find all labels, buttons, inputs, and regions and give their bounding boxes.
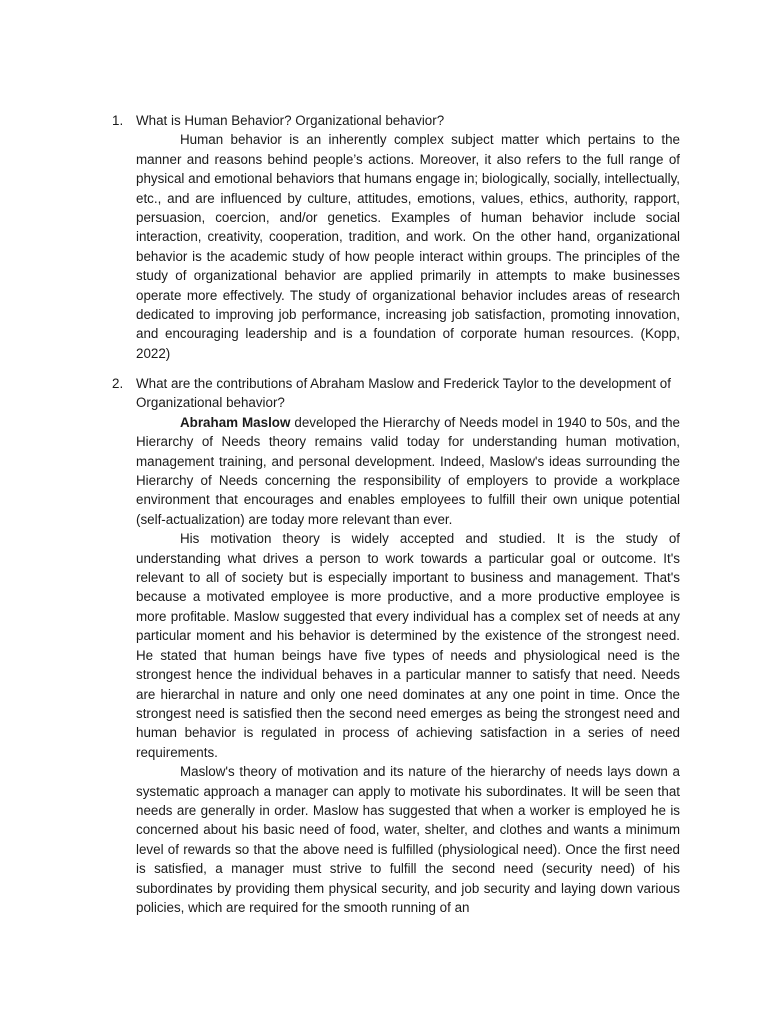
- maslow-paragraph-1: [136, 413, 680, 529]
- question-2-number: 2.: [112, 376, 124, 391]
- question-1-answer-paragraph: Human behavior is an inherently complex subject matter which pertains to the manner and reasons behind people’s actions. Moreover, it also refers to the full range of physical and emotional behaviors that humans engage in; biologically, socially, intellectually, etc., and are influenced by culture, attitudes, emotions, values, ethics, authority, rapport, persuasion, coercion, and/or genetics. Examples of human behavior include social interaction, creativity, cooperation, tradition, and work. On the other hand, organizational behavior is the academic study of how people interact within groups. The principles of the study of organizational behavior are applied primarily in attempts to make businesses operate more effectively. The study of organizational behavior includes areas of research dedicated to improving job performance, increasing job satisfaction, promoting innovation, and encouraging leadership and is a foundation of corporate human resources. (Kopp, 2022): [136, 132, 680, 361]
- maslow-paragraph-2: His motivation theory is widely accepted and studied. It is the study of understanding what drives a person to work towards a particular goal or outcome. It's relevant to all of society but is especially important to business and management. That's because a motivated employee is more productive, and a more productive employee is more profitable. Maslow suggested that every individual has a complex set of needs at any particular moment and his behavior is determined by the existence of the strongest need. He stated that human beings have five types of needs and physiological need is the strongest hence the individual behaves in a particular manner to satisfy that need. Needs are hierarchal in nature and only one need dominates at any one point in time. Once the strongest need is satisfied then the second need emerges as being the strongest need and human behavior is regulated in process of achieving satisfaction in a series of need requirements.: [136, 531, 680, 760]
- question-1-text: What is Human Behavior? Organizational behavior?: [136, 113, 445, 128]
- maslow-name-bold: Abraham Maslow: [180, 414, 291, 430]
- question-2-heading: [112, 374, 680, 413]
- question-2-text: What are the contributions of Abraham Maslow and Frederick Taylor to the development of Organizational behavior?: [136, 376, 671, 411]
- question-1-number: 1.: [112, 113, 124, 128]
- maslow-paragraph-1-text: developed the Hierarchy of Needs model in 1940 to 50s, and the Hierarchy of Needs theory remains valid today for understanding human motivation, management training, and personal development. Indeed, Maslow's ideas surrounding the Hierarchy of Needs concerning the responsibility of employers to provide a workplace environment that encourages and enables employees to fulfill their own unique potential (self-actualization) are today more relevant than ever.: [136, 414, 680, 527]
- question-2-section: [112, 374, 680, 917]
- question-1-heading: [112, 111, 680, 130]
- question-1-section: [112, 111, 680, 363]
- maslow-paragraph-3: Maslow's theory of motivation and its nature of the hierarchy of needs lays down a systematic approach a manager can apply to motivate his subordinates. It will be seen that needs are generally in order. Maslow has suggested that when a worker is employed he is concerned about his basic need of food, water, shelter, and clothes and wants a minimum level of rewards so that the above need is fulfilled (physiological need). Once the first need is satisfied, a manager must strive to fulfill the second need (security need) of his subordinates by providing them physical security, and job security and laying down various policies, which are required for the smooth running of an: [136, 764, 680, 915]
